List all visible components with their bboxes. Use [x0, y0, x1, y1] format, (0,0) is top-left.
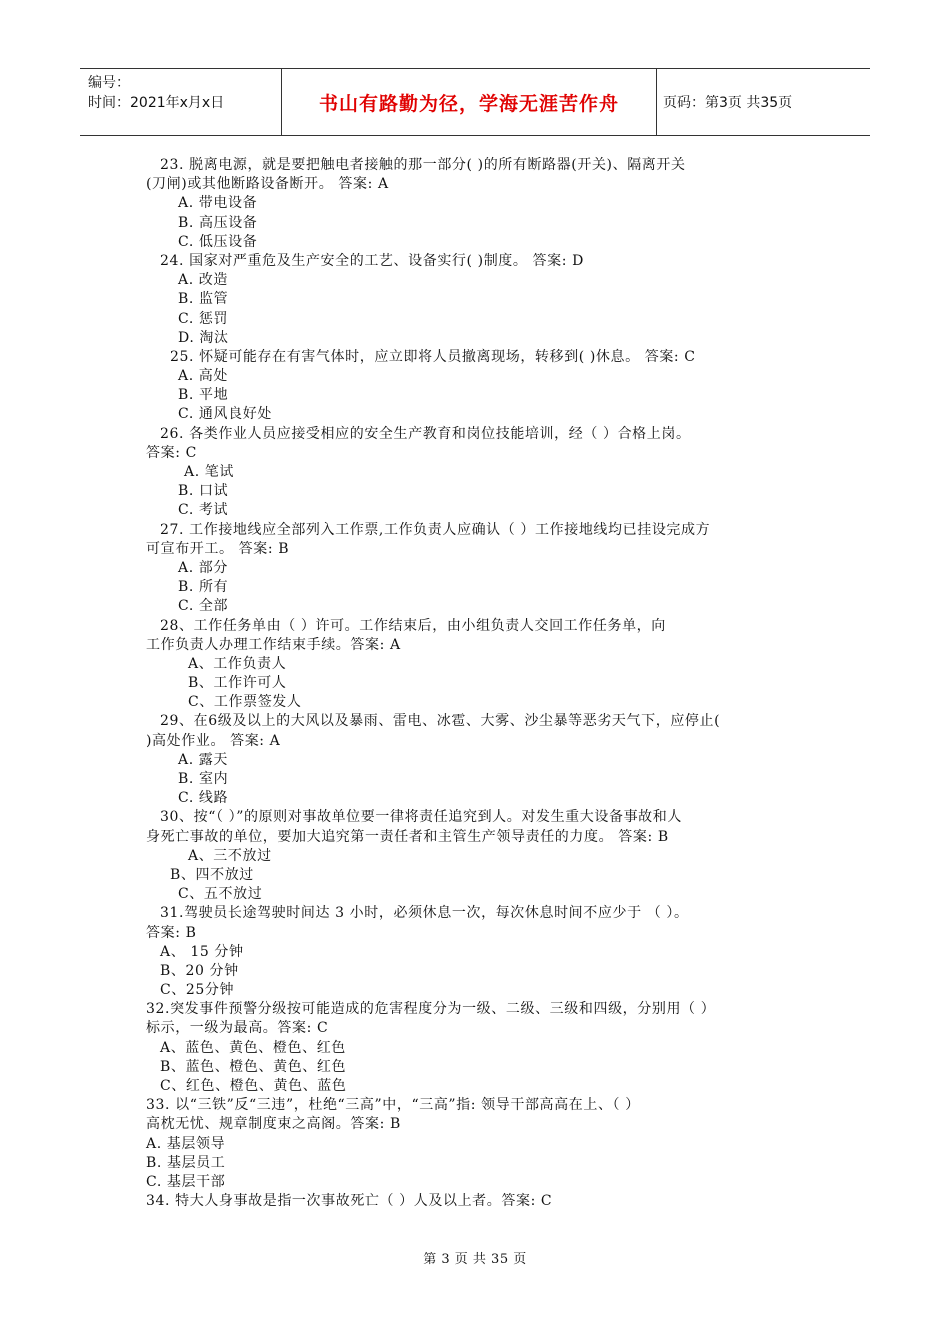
text-line: A、蓝色、黄色、橙色、红色	[160, 1039, 346, 1056]
text-line: A. 带电设备	[178, 195, 258, 212]
text-line: 工作负责人办理工作结束手续。答案: A	[146, 636, 401, 653]
text-line: C. 低压设备	[178, 233, 258, 250]
text-line: A、三不放过	[188, 847, 272, 864]
text-line: 25. 怀疑可能存在有害气体时，应立即将人员撤离现场，转移到( )休息。 答案: C	[170, 348, 696, 365]
text-line: 34. 特大人身事故是指一次事故死亡（ ）人及以上者。答案: C	[146, 1193, 553, 1210]
text-line: 答案: B	[146, 924, 197, 941]
text-line: B. 监管	[178, 291, 229, 308]
text-line: B、四不放过	[170, 866, 254, 883]
text-line: C、五不放过	[178, 886, 263, 903]
text-line: B. 口试	[178, 483, 229, 500]
text-line: 31.驾驶员长途驾驶时间达 3 小时，必须休息一次，每次休息时间不应少于 （ ）。	[160, 905, 689, 922]
text-line: 标示，一级为最高。答案: C	[146, 1020, 329, 1037]
header-meta	[80, 69, 282, 135]
text-line: B、蓝色、橙色、黄色、红色	[160, 1058, 347, 1075]
text-line: C、红色、橙色、黄色、蓝色	[160, 1078, 347, 1094]
text-line: 可宣布开工。 答案: B	[146, 540, 290, 557]
text-line: 答案: C	[146, 444, 197, 461]
page-footer: 第 3 页 共 35 页	[423, 1252, 527, 1267]
header-motto: 书山有路勤为径，学海无涯苦作舟	[282, 69, 657, 135]
text-line: D. 淘汰	[178, 329, 229, 346]
page-header	[80, 68, 870, 136]
text-line: A. 改造	[178, 272, 229, 289]
text-line: C. 通风良好处	[178, 406, 272, 423]
text-line: )高处作业。 答案: A	[146, 732, 281, 749]
text-line: C. 基层干部	[146, 1173, 226, 1190]
text-line: 28、工作任务单由（ ）许可。工作结束后，由小组负责人交回工作任务单，向	[160, 617, 666, 634]
text-line: A、 15 分钟	[160, 943, 244, 960]
text-line: 身死亡事故的单位，要加大追究第一责任者和主管生产领导责任的力度。 答案: B	[146, 828, 669, 845]
text-line: B. 基层员工	[146, 1154, 226, 1171]
text-line: B. 所有	[178, 579, 229, 596]
text-line: 27. 工作接地线应全部列入工作票,工作负责人应确认（ ）工作接地线均已挂设完成方	[160, 521, 711, 538]
question-list	[146, 156, 816, 1211]
text-line: 23. 脱离电源，就是要把触电者接触的那一部分( )的所有断路器(开关)、隔离开关	[160, 157, 686, 173]
text-line: A. 部分	[178, 559, 229, 576]
text-line: B. 室内	[178, 771, 229, 787]
text-line: C、25分钟	[160, 982, 235, 999]
text-line: 33. 以“三铁”反“三违”，杜绝“三高”中，“三高”指: 领导干部高高在上、（ ）	[146, 1097, 640, 1114]
date-label: 时间：2021年x月x日	[88, 95, 225, 111]
text-line: B. 平地	[178, 387, 229, 404]
text-line: A、工作负责人	[188, 655, 287, 672]
text-line: C、工作票签发人	[188, 694, 302, 711]
text-line: C. 惩罚	[178, 310, 229, 327]
text-line: A. 笔试	[184, 464, 235, 480]
text-line: 29、在6级及以上的大风以及暴雨、雷电、冰雹、大雾、沙尘暴等恶劣天气下，应停止(	[160, 713, 721, 730]
header-page-number: 页码：第3页 共35页	[663, 95, 793, 111]
text-line: 高枕无忧、规章制度束之高阁。答案: B	[146, 1116, 401, 1133]
text-line: 32.突发事件预警分级按可能造成的危害程度分为一级、二级、三级和四级，分别用（ ）	[146, 1001, 716, 1018]
text-line: 24. 国家对严重危及生产安全的工艺、设备实行( )制度。 答案: D	[160, 252, 584, 269]
text-line: B、20 分钟	[160, 962, 239, 979]
text-line: C. 全部	[178, 598, 229, 615]
text-line: C. 线路	[178, 790, 229, 807]
text-line: A. 露天	[178, 751, 229, 768]
text-line: B. 高压设备	[178, 214, 258, 231]
text-line: A. 高处	[178, 368, 229, 385]
serial-number-label: 编号：	[88, 75, 130, 91]
text-line: B、工作许可人	[188, 675, 287, 692]
text-line: 26. 各类作业人员应接受相应的安全生产教育和岗位技能培训，经（ ）合格上岗。	[160, 425, 691, 442]
text-line: 30、按“（ ）”的原则对事故单位要一律将责任追究到人。对发生重大设备事故和人	[160, 809, 682, 826]
text-line: (刀闸)或其他断路设备断开。 答案: A	[146, 176, 389, 193]
text-line: C. 考试	[178, 502, 229, 519]
text-line: A. 基层领导	[146, 1135, 226, 1152]
